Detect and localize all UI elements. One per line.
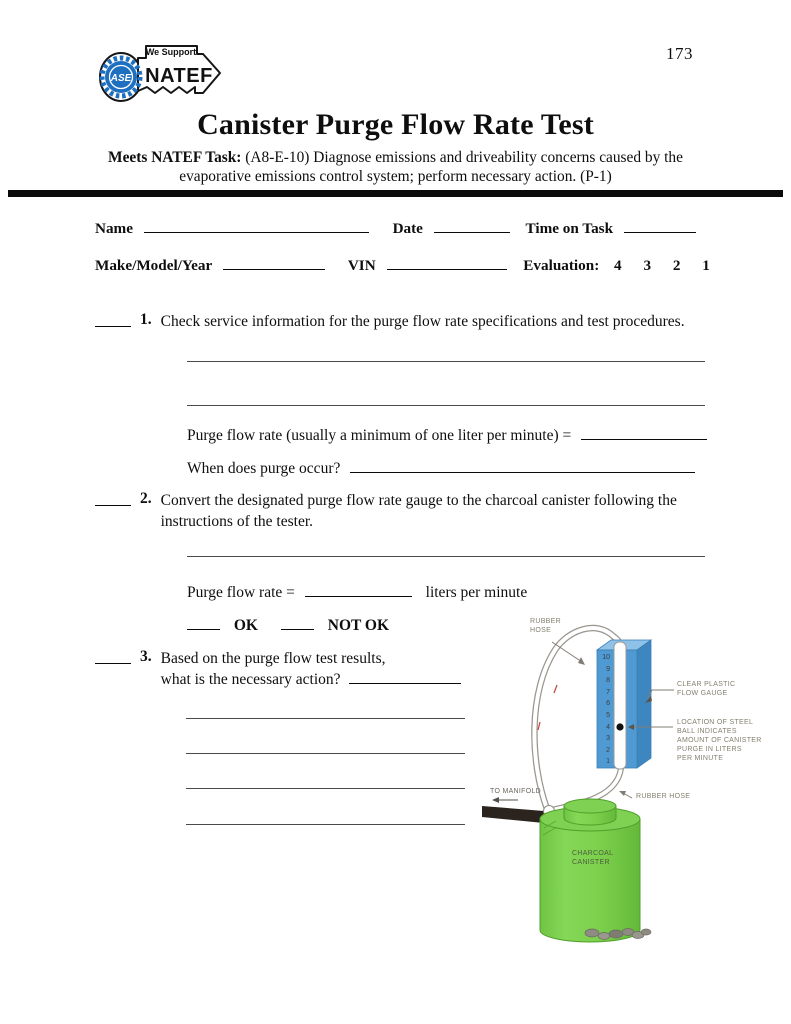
task-2-number: 2. [140,490,152,507]
scale-tick: 8 [606,677,610,685]
rubber-hose-bottom-label: RUBBER HOSE [636,793,691,800]
task-3-answer-line-4[interactable] [186,824,465,825]
evaluation-score-2[interactable]: 2 [672,257,681,274]
steel-ball-icon [616,723,623,730]
task-3-number: 3. [140,648,152,665]
header-divider [8,190,783,197]
scale-tick: 6 [606,700,610,708]
evaluation-score-1[interactable]: 1 [702,257,710,274]
natef-logo [94,40,228,106]
rubber-hose-bottom-arrowhead [619,791,626,796]
logo-tagline: We Support [145,47,197,57]
canister-cap-top [564,799,616,813]
task-statement [0,148,791,186]
charcoal-canister-label: CHARCOAL CANISTER [572,850,614,866]
flow-gauge-scale [593,652,610,768]
scale-tick: 1 [606,758,610,766]
diagram-art [480,612,791,952]
scale-tick: 4 [606,723,610,731]
rubber-hose-top-arrowhead [578,657,585,665]
task-3-answer-line-1[interactable] [186,718,465,719]
task-3-completion-blank[interactable] [95,648,131,664]
purge-flow-rate-spec-blank[interactable] [581,426,707,440]
flow-gauge-tube [614,642,626,769]
evaluation-score-4[interactable]: 4 [614,257,622,274]
flow-direction-mark-2 [538,722,540,730]
ok-label: OK [233,617,258,634]
task-3-line2: what is the necessary action? [160,671,341,688]
purge-flow-rate-measured-blank[interactable] [305,583,412,597]
purge-flow-rate-measured-row [187,583,527,602]
when-purge-blank[interactable] [350,459,695,473]
purge-flow-rate-units: liters per minute [425,584,528,601]
clear-plastic-leader [648,690,674,698]
time-on-task-label: Time on Task [525,220,614,237]
rubber-hose-top-label: RUBBER HOSE [530,618,561,634]
task-2-answer-line[interactable] [187,556,705,557]
task-1-number: 1. [140,311,152,328]
task-label: Meets NATEF Task: [108,149,242,166]
task-2-text: Convert the designated purge flow rate gauge to the charcoal canister following the instructions of the tester. [160,492,677,530]
evaluation-label: Evaluation: [523,257,600,274]
task-line2: evaporative emissions control system; perform necessary action. (P-1) [179,168,612,185]
page-number: 173 [666,44,693,63]
purge-flow-tester-diagram [480,612,791,952]
purge-flow-rate-spec-row [187,426,707,445]
purge-flow-rate-spec-label: Purge flow rate (usually a minimum of one liter per minute) = [187,427,572,444]
steel-ball-label: LOCATION OF STEEL BALL INDICATES AMOUNT OF CANISTER PURGE IN LITERS PER MINUTE [677,719,762,762]
canister-body [540,819,640,942]
when-purge-label: When does purge occur? [187,460,341,477]
purge-flow-rate-measured-label: Purge flow rate = [187,584,295,601]
task-item-3 [95,648,521,690]
vin-blank[interactable] [387,256,507,270]
when-purge-row [187,459,695,478]
date-field-label: Date [392,220,423,237]
flow-direction-mark-1 [554,685,557,693]
scale-tick: 5 [606,711,610,719]
name-field-label: Name [95,220,133,237]
name-field-blank[interactable] [144,219,369,233]
task-1-text: Check service information for the purge flow rate specifications and test procedures. [160,313,685,330]
clear-plastic-label: CLEAR PLASTIC FLOW GAUGE [677,681,736,697]
scale-tick: 3 [606,735,610,743]
task-1-answer-line-1[interactable] [187,361,705,362]
page-title: Canister Purge Flow Rate Test [197,108,594,141]
make-model-year-blank[interactable] [223,256,325,270]
notok-checkbox-blank[interactable] [281,616,314,630]
form-row-2 [95,256,710,275]
logo-natef-text: NATEF [145,65,213,87]
scale-tick: 7 [606,688,610,696]
ok-notok-row [187,616,389,635]
date-field-blank[interactable] [434,219,510,233]
ok-checkbox-blank[interactable] [187,616,220,630]
scale-tick: 10 [602,654,610,661]
task-3-line1: Based on the purge flow test results, [160,650,386,667]
task-line1: (A8-E-10) Diagnose emissions and driveability concerns caused by the [245,149,683,166]
make-model-year-label: Make/Model/Year [95,257,213,274]
scale-tick: 2 [606,746,610,754]
vin-label: VIN [347,257,376,274]
scale-tick: 9 [606,665,610,673]
to-manifold-arrowhead [492,797,499,803]
to-manifold-label: TO MANIFOLD [490,788,542,795]
manifold-hose [482,806,544,823]
evaluation-score-3[interactable]: 3 [643,257,652,274]
task-3-answer-line-3[interactable] [186,788,465,789]
flow-gauge-side-face [637,640,651,768]
time-on-task-blank[interactable] [624,219,696,233]
notok-label: NOT OK [327,617,390,634]
form-row-1 [95,219,696,238]
task-3-answer-line-2[interactable] [186,753,465,754]
task-1-completion-blank[interactable] [95,311,131,327]
logo-ase-text: ASE [110,73,132,84]
task-item-1 [95,311,709,332]
necessary-action-blank[interactable] [349,670,461,684]
task-2-completion-blank[interactable] [95,490,131,506]
task-1-answer-line-2[interactable] [187,405,705,406]
task-item-2 [95,490,709,532]
